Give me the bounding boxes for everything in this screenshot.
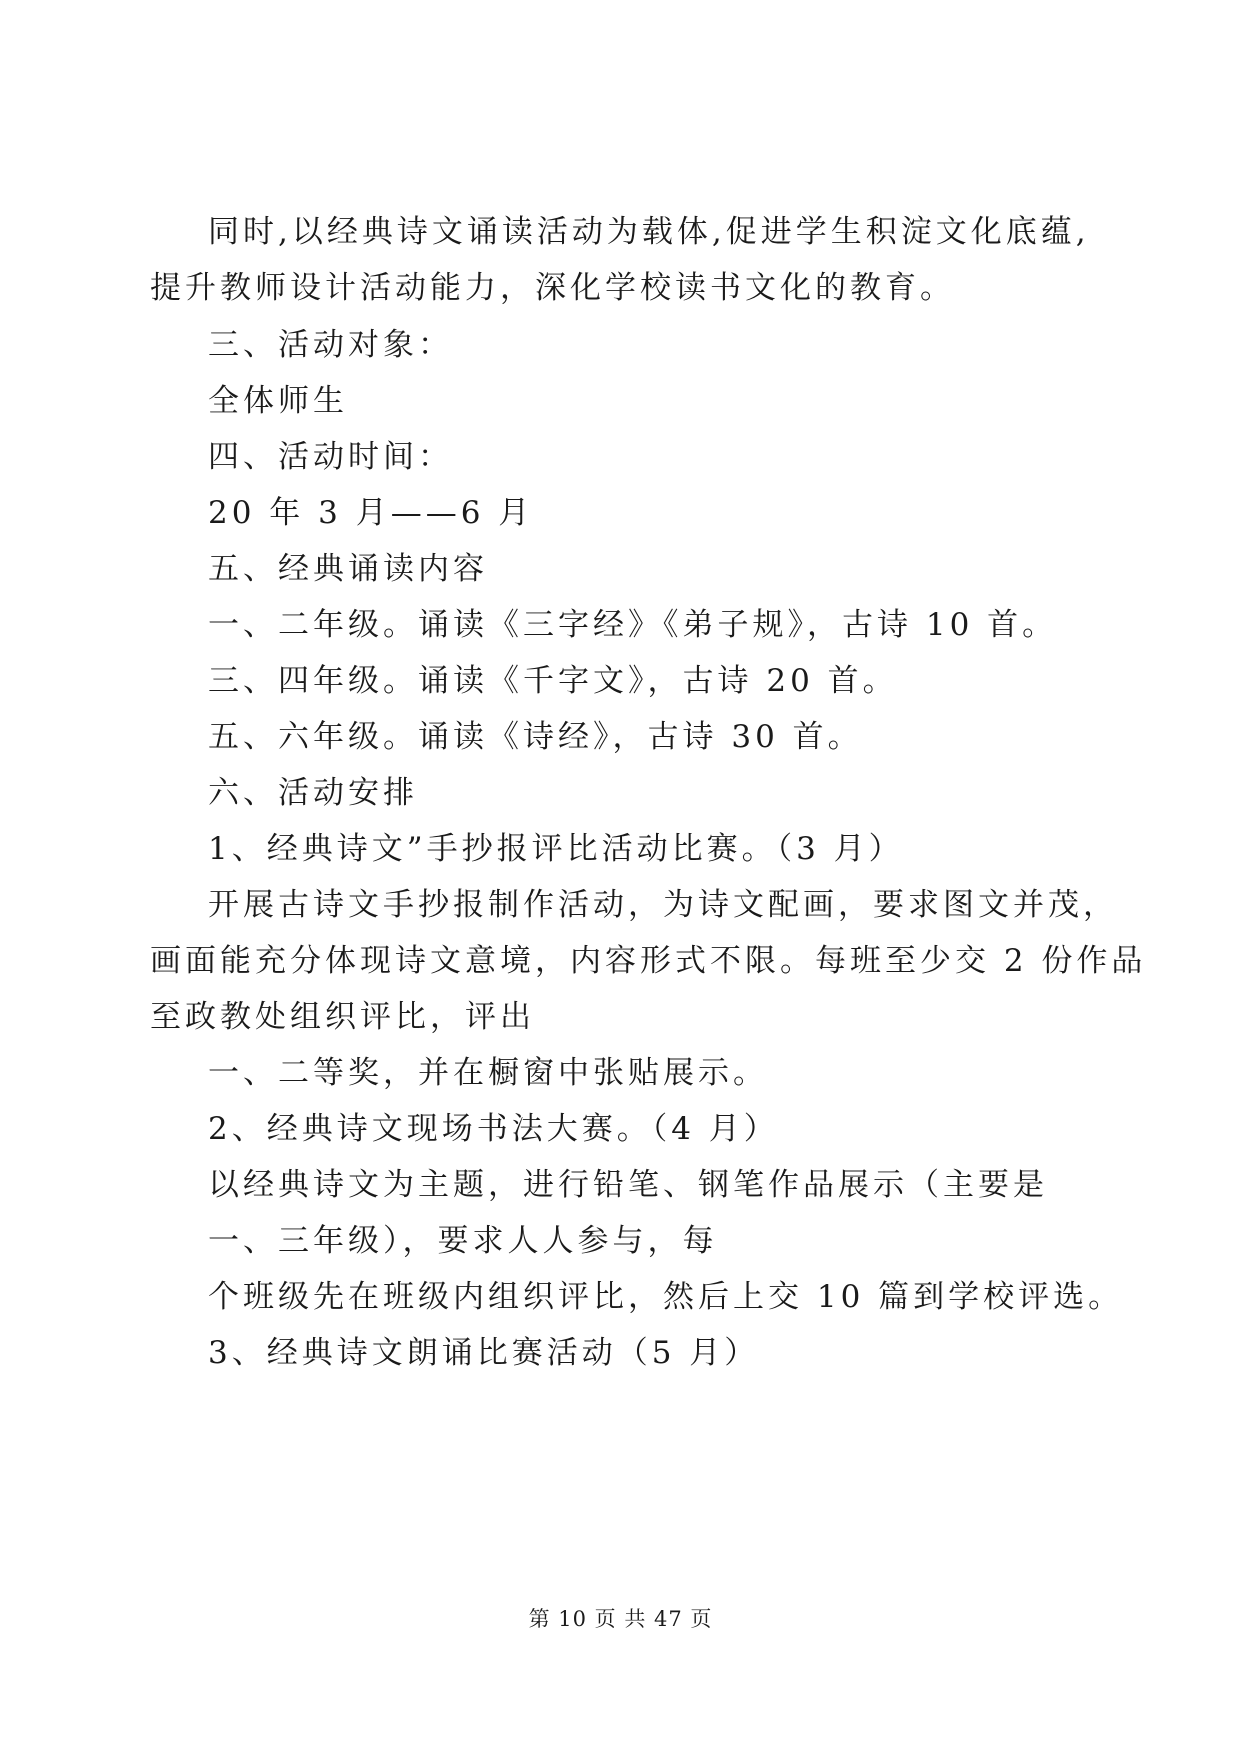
paragraph-line: 同时,以经典诗文诵读活动为载体,促进学生积淀文化底蕴, [208, 214, 1090, 250]
section-heading: 五、经典诵读内容 [208, 551, 488, 587]
paragraph-line: 个班级先在班级内组织评比，然后上交 10 篇到学校评选。 [208, 1279, 1124, 1315]
paragraph-line: 3、经典诗文朗诵比赛活动（5 月） [208, 1335, 760, 1371]
paragraph-line: 2、经典诗文现场书法大赛。（4 月） [208, 1111, 779, 1147]
page-footer: 第 10 页 共 47 页 [528, 1607, 713, 1631]
paragraph-line: 画面能充分体现诗文意境，内容形式不限。每班至少交 2 份作品 [150, 943, 1147, 979]
section-heading: 三、活动对象： [208, 327, 453, 363]
paragraph-line: 全体师生 [208, 383, 348, 419]
paragraph-line: 20 年 3 月——6 月 [208, 495, 534, 531]
paragraph-line: 1、经典诗文”手抄报评比活动比赛。（3 月） [208, 831, 904, 867]
paragraph-line: 三、四年级。诵读《千字文》，古诗 20 首。 [208, 663, 898, 699]
paragraph-line: 至政教处组织评比，评出 [150, 999, 535, 1035]
paragraph-line: 以经典诗文为主题，进行铅笔、钢笔作品展示（主要是 [208, 1167, 1048, 1203]
paragraph-line: 一、二年级。诵读《三字经》《弟子规》，古诗 10 首。 [208, 607, 1058, 643]
section-heading: 六、活动安排 [208, 775, 418, 811]
paragraph-line: 开展古诗文手抄报制作活动，为诗文配画，要求图文并茂， [208, 887, 1118, 923]
paragraph-line: 五、六年级。诵读《诗经》，古诗 30 首。 [208, 719, 863, 755]
paragraph-line: 提升教师设计活动能力，深化学校读书文化的教育。 [150, 270, 955, 306]
paragraph-line: 一、二等奖，并在橱窗中张贴展示。 [208, 1055, 768, 1091]
section-heading: 四、活动时间： [208, 439, 453, 475]
paragraph-line: 一、三年级），要求人人参与，每 [208, 1223, 718, 1259]
